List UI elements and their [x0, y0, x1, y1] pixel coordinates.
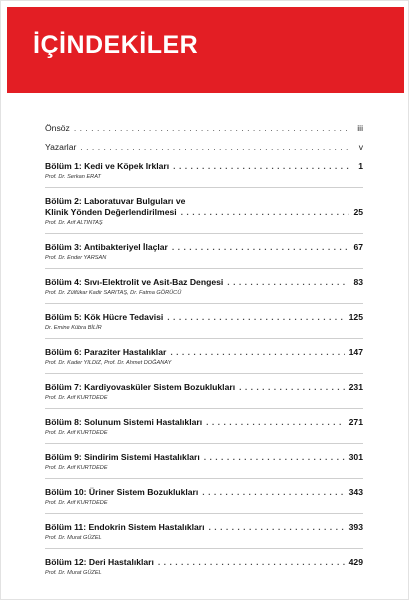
divider: [45, 268, 363, 269]
toc-entry-title: Bölüm 7: Kardiyovasküler Sistem Bozuklukları: [45, 382, 236, 392]
chapter-author: Prof. Dr. Arif KURTDEDE: [45, 430, 108, 436]
toc-page-number: v: [358, 142, 363, 152]
toc-entry-title: Bölüm 3: Antibakteriyel İlaçlar: [45, 242, 168, 252]
toc-chapter-1[interactable]: [45, 161, 363, 181]
toc-entry-title: Bölüm 1: Kedi ve Köpek Irkları: [45, 161, 170, 171]
toc-page-number: 125: [348, 312, 363, 322]
table-of-contents: [45, 123, 363, 577]
toc-chapter-11[interactable]: [45, 522, 363, 542]
divider: [45, 478, 363, 479]
divider: [45, 548, 363, 549]
toc-chapter-10[interactable]: [45, 487, 363, 507]
toc-entry-title: Bölüm 9: Sindirim Sistemi Hastalıkları: [45, 452, 200, 462]
toc-page-number: 67: [353, 242, 363, 252]
chapter-author: Prof. Dr. Arif KURTDEDE: [45, 465, 108, 471]
toc-entry-title: Bölüm 10: Üriner Sistem Bozuklukları: [45, 487, 199, 497]
toc-entry-title: Klinik Yönden Değerlendirilmesi: [45, 207, 177, 217]
toc-entry-title: Yazarlar: [45, 142, 77, 152]
toc-chapter-9[interactable]: [45, 452, 363, 472]
toc-entry-title: Bölüm 4: Sıvı-Elektrolit ve Asit-Baz Dengesi: [45, 277, 224, 287]
leader-dots: [227, 277, 349, 288]
leader-dots: [170, 347, 344, 358]
toc-page-number: 83: [353, 277, 363, 287]
leader-dots: [173, 161, 349, 172]
toc-page-number: 25: [353, 207, 363, 217]
toc-chapter-12[interactable]: [45, 557, 363, 577]
leader-dots: [74, 123, 349, 134]
leader-dots: [209, 522, 345, 533]
leader-dots: [206, 417, 345, 428]
leader-dots: [181, 207, 349, 218]
toc-page-number: 343: [348, 487, 363, 497]
toc-page-number: 271: [348, 417, 363, 427]
leader-dots: [239, 382, 345, 393]
divider: [45, 303, 363, 304]
chapter-author: Prof. Dr. Kader YILDIZ, Prof. Dr. Ahmet DOĞANAY: [45, 360, 172, 366]
divider: [45, 443, 363, 444]
chapter-author: Prof. Dr. Murat GÜZEL: [45, 570, 102, 576]
divider: [45, 187, 363, 188]
toc-entry-title-line1: Bölüm 2: Laboratuvar Bulguları ve: [45, 196, 186, 206]
leader-dots: [204, 452, 345, 463]
toc-chapter-3[interactable]: [45, 242, 363, 262]
leader-dots: [202, 487, 344, 498]
chapter-author: Prof. Dr. Arif KURTDEDE: [45, 500, 108, 506]
toc-chapter-6[interactable]: [45, 347, 363, 367]
chapter-author: Prof. Dr. Murat GÜZEL: [45, 535, 102, 541]
divider: [45, 233, 363, 234]
toc-page-number: 231: [348, 382, 363, 392]
toc-page-number: iii: [357, 123, 363, 133]
divider: [45, 373, 363, 374]
divider: [45, 408, 363, 409]
toc-entry-title: Bölüm 12: Deri Hastalıkları: [45, 557, 154, 567]
toc-chapter-4[interactable]: [45, 277, 363, 297]
toc-entry-title: Bölüm 6: Paraziter Hastalıklar: [45, 347, 167, 357]
divider: [45, 338, 363, 339]
chapter-author: Prof. Dr. Zülfükar Kadir SARITAŞ, Dr. Fatma GÖRÜCÜ: [45, 290, 182, 296]
toc-page-number: 1: [358, 161, 363, 171]
page-title: İÇİNDEKİLER: [33, 31, 199, 59]
toc-chapter-8[interactable]: [45, 417, 363, 437]
toc-page-number: 393: [348, 522, 363, 532]
toc-entry-title: Bölüm 5: Kök Hücre Tedavisi: [45, 312, 164, 322]
toc-page-number: 429: [348, 557, 363, 567]
toc-entry-title: Bölüm 11: Endokrin Sistem Hastalıkları: [45, 522, 205, 532]
chapter-author: Prof. Dr. Arif KURTDEDE: [45, 395, 108, 401]
leader-dots: [172, 242, 349, 253]
toc-page-number: 301: [348, 452, 363, 462]
leader-dots: [158, 557, 345, 568]
leader-dots: [80, 142, 349, 153]
chapter-author: Prof. Dr. Ender YARSAN: [45, 255, 107, 261]
chapter-author: Prof. Dr. Arif ALTINTAŞ: [45, 220, 103, 226]
header-banner: [7, 7, 404, 93]
toc-entry-title: Önsöz: [45, 123, 70, 133]
toc-chapter-7[interactable]: [45, 382, 363, 402]
leader-dots: [167, 312, 344, 323]
toc-chapter-5[interactable]: [45, 312, 363, 332]
chapter-author: Dr. Emine Kübra BİLİR: [45, 325, 102, 331]
toc-entry-title: Bölüm 8: Solunum Sistemi Hastalıkları: [45, 417, 203, 427]
toc-page-number: 147: [348, 347, 363, 357]
toc-entry-preface[interactable]: [45, 123, 363, 134]
toc-entry-authors[interactable]: [45, 142, 363, 153]
chapter-author: Prof. Dr. Serkan ERAT: [45, 174, 101, 180]
toc-chapter-2[interactable]: [45, 196, 363, 227]
divider: [45, 513, 363, 514]
